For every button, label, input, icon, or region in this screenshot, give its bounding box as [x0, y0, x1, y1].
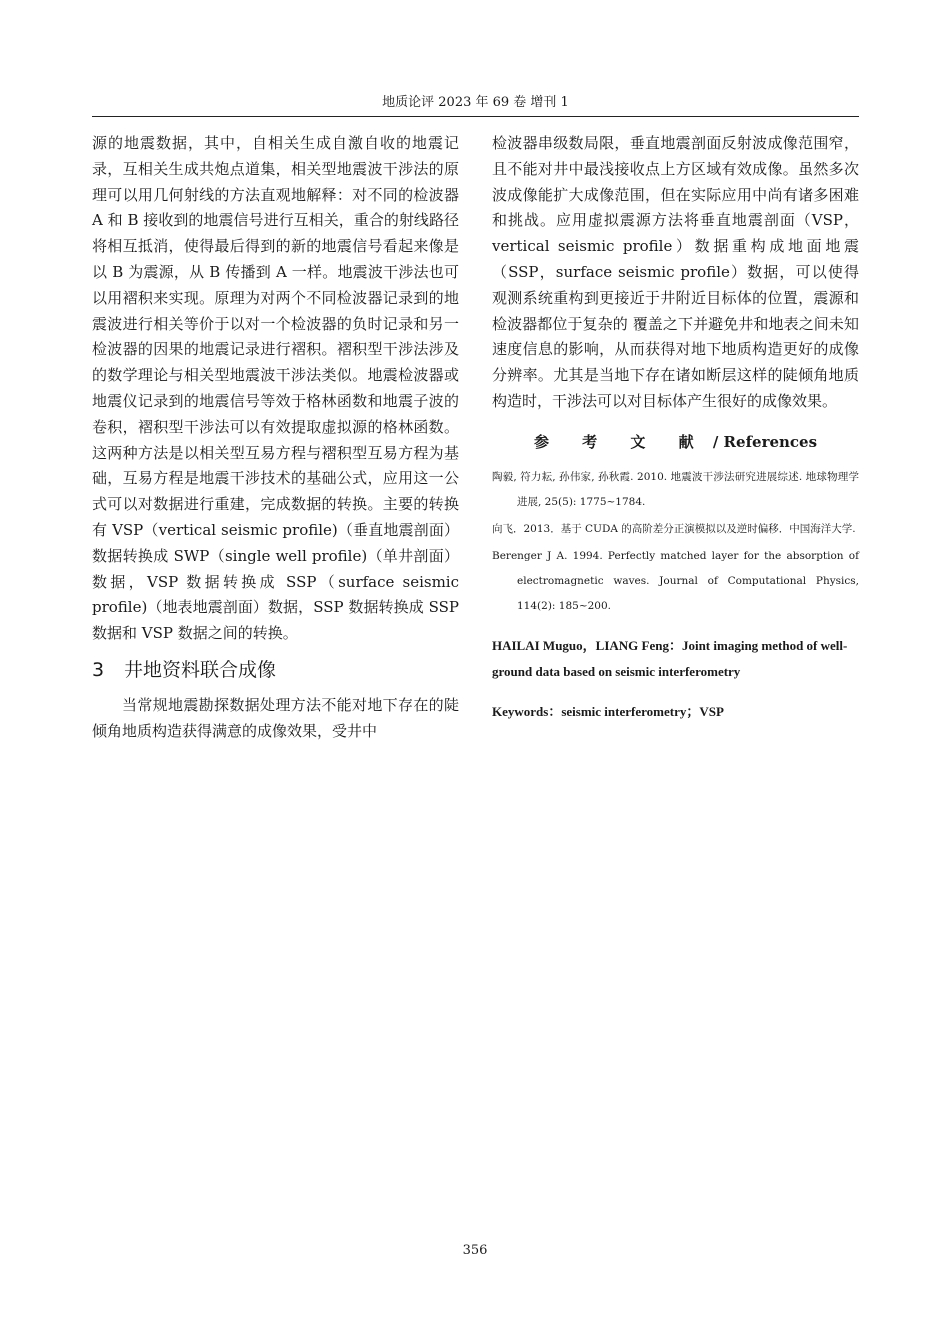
references-heading	[492, 431, 859, 453]
reference-item: 向飞．2013．基于 CUDA 的高阶差分正演模拟以及逆时偏移．中国海洋大学.	[492, 522, 856, 535]
section-heading	[92, 657, 459, 683]
left-paragraph-2: 当常规地震勘探数据处理方法不能对地下存在的陡倾角地质构造获得满意的成像效果，受井中	[92, 695, 459, 740]
reference-item: Berenger J A. 1994. Perfectly matched layer for the absorption of electromagnetic waves. Journal of Computational Physics, 114(2): 185~200.	[492, 549, 859, 612]
reference-item: 陶毅, 符力耘, 孙伟家, 孙秋霞. 2010. 地震波干涉法研究进展综述. 地球物理学进展, 25(5): 1775~1784.	[492, 470, 859, 508]
running-header	[92, 94, 859, 112]
references-heading-en: / References	[712, 432, 818, 451]
right-paragraph-1: 检波器串级数局限，垂直地震剖面反射波成像范围窄，且不能对井中最浅接收点上方区域有效成像。虽然多次波成像能扩大成像范围，但在实际应用中尚有诸多困难和挑战。应用虚拟震源方法将垂直地震剖面（VSP，vertical seismic profile）数据重构成地面地震（SSP，surface seismic profile）数据，可以使得观测系统重构到更接近于井附近目标体的位置，震源和检波器都位于复杂的 覆盖之下并避免井和地表之间未知速度信息的影响，从而获得对地下地质构造更好的成像分辨率。尤其是当地下存在诸如断层这样的陡倾角地质构造时，干涉法可以对目标体产生很好的成像效果。	[492, 134, 859, 410]
reference-list	[492, 465, 859, 619]
header-rule	[92, 116, 859, 117]
left-paragraph-1: 源的地震数据，其中，自相关生成自激自收的地震记录，互相关生成共炮点道集，相关型地震波干涉法的原理可以用几何射线的方法直观地解释：对不同的检波器 A 和 B 接收到的地震信号进行互相关，重合的射线路径将相互抵消，使得最后得到的新的地震信号看起来像是以 B 为震源，从 B 传播到 A 一样。地震波干涉法也可以用褶积来实现。原理为对两个不同检波器记录到的地震波进行相关等价于以对一个检波器的负时记录和另一检波器的因果的地震记录进行褶积。褶积型干涉法涉及的数学理论与相关型地震波干涉法类似。地震检波器或地震仪记录到的地震信号等效于格林函数和地震子波的卷积，褶积型干涉法可以有效提取虚拟源的格林函数。这两种方法是以相关型互易方程与褶积型互易方程为基础，互易方程是地震干涉技术的基础公式，应用这一公式可以对数据进行重建，完成数据的转换。主要的转换有 VSP（vertical seismic profile)（垂直地震剖面）数据转换成 SWP（single well profile)（单井剖面）数据，VSP 数据转换成 SSP（surface seismic profile)（地表地震剖面）数据，SSP 数据转换成 SSP 数据和 VSP 数据之间的转换。	[92, 134, 459, 643]
section-number: 3	[92, 658, 105, 681]
running-title: 地质论评 2023 年 69 卷 增刊 1	[382, 95, 569, 110]
right-column	[492, 131, 859, 725]
section-title: 井地资料联合成像	[124, 658, 277, 681]
english-title: HAILAI Muguo，LIANG Feng：Joint imaging method of well- ground data based on seismic interferometry	[492, 637, 848, 679]
english-keywords: Keywords：seismic interferometry；VSP	[492, 703, 724, 719]
left-column	[92, 131, 459, 745]
page-number: 356	[462, 1243, 488, 1258]
references-heading-cn: 参 考 文 献	[533, 432, 708, 451]
